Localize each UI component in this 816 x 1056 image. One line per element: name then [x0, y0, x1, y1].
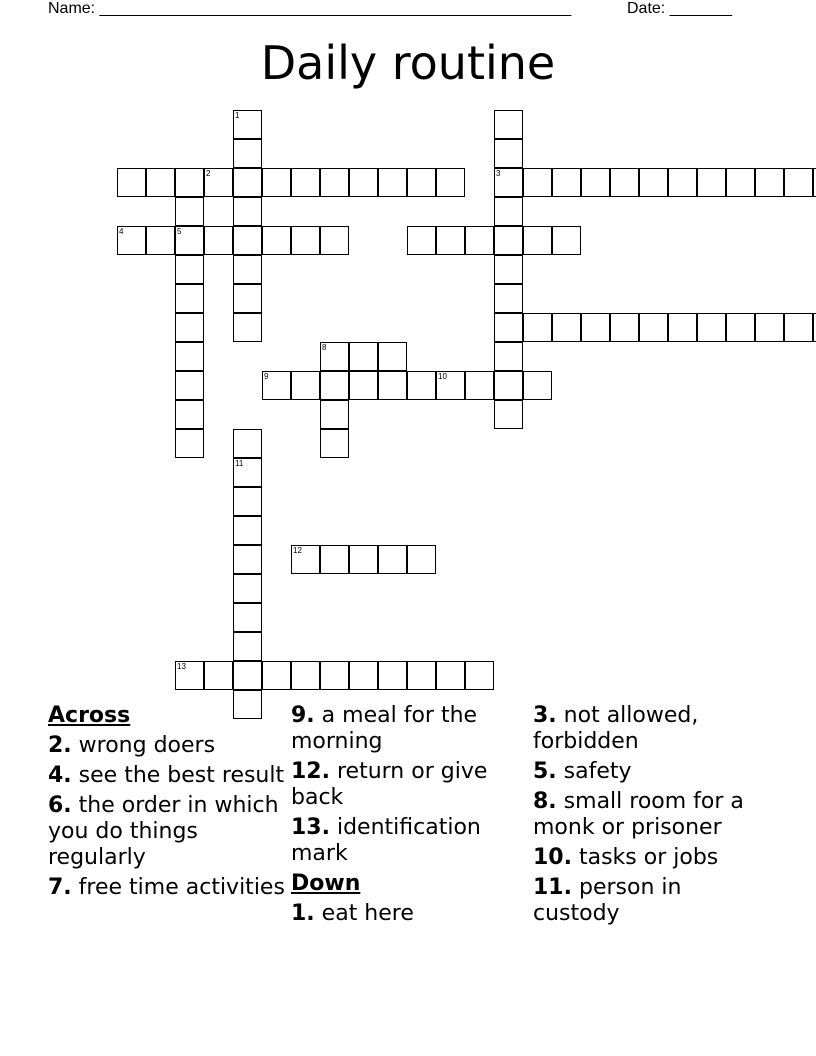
- clues-column-1: [48, 703, 286, 905]
- grid-cell[interactable]: [233, 110, 262, 139]
- clue-across-12: 12. return or give back: [291, 759, 488, 810]
- grid-cell[interactable]: [378, 661, 407, 690]
- grid-cell[interactable]: [349, 661, 378, 690]
- grid-cell[interactable]: [465, 371, 494, 400]
- grid-cell[interactable]: [668, 313, 697, 342]
- grid-cell[interactable]: [494, 168, 523, 197]
- grid-cell[interactable]: [175, 342, 204, 371]
- grid-cell[interactable]: [291, 661, 320, 690]
- grid-cell[interactable]: [668, 168, 697, 197]
- grid-cell[interactable]: [581, 168, 610, 197]
- grid-cell[interactable]: [494, 110, 523, 139]
- grid-cell[interactable]: [175, 371, 204, 400]
- grid-cell[interactable]: [494, 197, 523, 226]
- grid-cell[interactable]: [233, 429, 262, 458]
- grid-cell[interactable]: [233, 603, 262, 632]
- grid-cell[interactable]: [610, 168, 639, 197]
- grid-cell[interactable]: [407, 661, 436, 690]
- grid-cell[interactable]: [233, 458, 262, 487]
- grid-cell[interactable]: [204, 226, 233, 255]
- grid-cell[interactable]: [407, 168, 436, 197]
- grid-cell[interactable]: [175, 197, 204, 226]
- grid-cell[interactable]: [233, 197, 262, 226]
- grid-cell[interactable]: [262, 226, 291, 255]
- grid-cell[interactable]: [349, 545, 378, 574]
- grid-cell[interactable]: [233, 661, 262, 690]
- grid-cell[interactable]: [204, 661, 233, 690]
- grid-cell[interactable]: [378, 545, 407, 574]
- clue-number: 10: [438, 372, 447, 381]
- clue-across-9: 9. a meal for the morning: [291, 703, 478, 754]
- grid-cell[interactable]: [291, 545, 320, 574]
- grid-cell[interactable]: [465, 226, 494, 255]
- grid-cell[interactable]: [233, 574, 262, 603]
- grid-cell[interactable]: [233, 516, 262, 545]
- grid-cell[interactable]: [175, 400, 204, 429]
- grid-cell[interactable]: [755, 168, 784, 197]
- grid-cell[interactable]: [233, 226, 262, 255]
- grid-cell[interactable]: [407, 226, 436, 255]
- grid-cell[interactable]: [465, 661, 494, 690]
- grid-cell[interactable]: [175, 284, 204, 313]
- grid-cell[interactable]: [523, 313, 552, 342]
- clue-across-7: 7. free time activities: [48, 875, 285, 900]
- grid-cell[interactable]: [726, 168, 755, 197]
- grid-cell[interactable]: [204, 168, 233, 197]
- grid-cell[interactable]: [175, 313, 204, 342]
- grid-cell[interactable]: [175, 255, 204, 284]
- grid-cell[interactable]: [494, 342, 523, 371]
- clue-number: 3: [496, 169, 501, 178]
- grid-cell[interactable]: [320, 371, 349, 400]
- grid-cell[interactable]: [639, 168, 668, 197]
- grid-cell[interactable]: [233, 487, 262, 516]
- grid-cell[interactable]: [233, 284, 262, 313]
- grid-cell[interactable]: [581, 313, 610, 342]
- grid-cell[interactable]: [407, 545, 436, 574]
- grid-cell[interactable]: [117, 168, 146, 197]
- grid-cell[interactable]: [320, 429, 349, 458]
- grid-cell[interactable]: [349, 342, 378, 371]
- clues-column-3: [533, 703, 771, 931]
- grid-cell[interactable]: [262, 661, 291, 690]
- grid-cell[interactable]: [262, 168, 291, 197]
- clue-number: 4: [119, 227, 124, 236]
- grid-cell[interactable]: [349, 371, 378, 400]
- grid-cell[interactable]: [552, 313, 581, 342]
- clue-across-2: 2. wrong doers: [48, 733, 216, 758]
- grid-cell[interactable]: [436, 661, 465, 690]
- grid-cell[interactable]: [378, 168, 407, 197]
- name-line[interactable]: Name: _____________________________________________________: [48, 0, 572, 17]
- grid-cell[interactable]: [320, 168, 349, 197]
- grid-cell[interactable]: [291, 168, 320, 197]
- grid-cell[interactable]: [755, 313, 784, 342]
- grid-cell[interactable]: [494, 226, 523, 255]
- clue-across-13: 13. identification mark: [291, 815, 481, 866]
- clue-number: 11: [235, 459, 244, 468]
- clue-down-8: 8. small room for a monk or prisoner: [533, 789, 744, 840]
- clue-number: 12: [293, 546, 302, 555]
- grid-cell[interactable]: [320, 226, 349, 255]
- clue-down-3: 3. not allowed, forbidden: [533, 703, 699, 754]
- grid-cell[interactable]: [523, 168, 552, 197]
- clue-across-6: 6. the order in which you do things regularly: [48, 793, 279, 870]
- grid-cell[interactable]: [233, 313, 262, 342]
- grid-cell[interactable]: [697, 313, 726, 342]
- grid-cell[interactable]: [233, 545, 262, 574]
- grid-cell[interactable]: [494, 400, 523, 429]
- grid-cell[interactable]: [349, 168, 378, 197]
- clue-number: 5: [177, 227, 182, 236]
- grid-cell[interactable]: [436, 371, 465, 400]
- grid-cell[interactable]: [175, 226, 204, 255]
- grid-cell[interactable]: [494, 371, 523, 400]
- grid-cell[interactable]: [523, 371, 552, 400]
- clue-down-1: 1. eat here: [291, 901, 414, 926]
- grid-cell[interactable]: [117, 226, 146, 255]
- grid-cell[interactable]: [552, 226, 581, 255]
- grid-cell[interactable]: [494, 313, 523, 342]
- grid-cell[interactable]: [146, 168, 175, 197]
- clue-across-4: 4. see the best result: [48, 763, 285, 788]
- grid-cell[interactable]: [436, 168, 465, 197]
- grid-cell[interactable]: [726, 313, 755, 342]
- clues-column-2: [291, 703, 529, 931]
- grid-cell[interactable]: [233, 255, 262, 284]
- grid-cell[interactable]: [175, 168, 204, 197]
- grid-cell[interactable]: [146, 226, 175, 255]
- grid-cell[interactable]: [175, 661, 204, 690]
- clue-number: 8: [322, 343, 327, 352]
- grid-cell[interactable]: [494, 139, 523, 168]
- grid-cell[interactable]: [436, 226, 465, 255]
- grid-cell[interactable]: [233, 632, 262, 661]
- grid-cell[interactable]: [697, 168, 726, 197]
- grid-cell[interactable]: [320, 545, 349, 574]
- clue-down-11: 11. person in custody: [533, 875, 682, 926]
- page-title: Daily routine: [260, 36, 556, 90]
- across-heading: Across: [48, 703, 131, 728]
- clue-number: 2: [206, 169, 211, 178]
- grid-cell[interactable]: [320, 661, 349, 690]
- clue-down-5: 5. safety: [533, 759, 632, 784]
- grid-cell[interactable]: [494, 284, 523, 313]
- grid-cell[interactable]: [784, 168, 813, 197]
- grid-cell[interactable]: [378, 342, 407, 371]
- grid-cell[interactable]: [523, 226, 552, 255]
- grid-cell[interactable]: [320, 400, 349, 429]
- grid-cell[interactable]: [233, 139, 262, 168]
- date-line[interactable]: Date: _______: [627, 0, 732, 17]
- grid-cell[interactable]: [552, 168, 581, 197]
- grid-cell[interactable]: [378, 371, 407, 400]
- grid-cell[interactable]: [291, 226, 320, 255]
- clue-down-10: 10. tasks or jobs: [533, 845, 719, 870]
- grid-cell[interactable]: [784, 313, 813, 342]
- grid-cell[interactable]: [262, 371, 291, 400]
- grid-cell[interactable]: [233, 168, 262, 197]
- grid-cell[interactable]: [610, 313, 639, 342]
- clue-number: 13: [177, 662, 186, 671]
- down-heading: Down: [291, 871, 361, 896]
- grid-cell[interactable]: [639, 313, 668, 342]
- clue-number: 9: [264, 372, 269, 381]
- grid-cell[interactable]: [320, 342, 349, 371]
- grid-cell[interactable]: [407, 371, 436, 400]
- grid-cell[interactable]: [494, 255, 523, 284]
- clue-number: 1: [235, 111, 240, 120]
- grid-cell[interactable]: [175, 429, 204, 458]
- grid-cell[interactable]: [291, 371, 320, 400]
